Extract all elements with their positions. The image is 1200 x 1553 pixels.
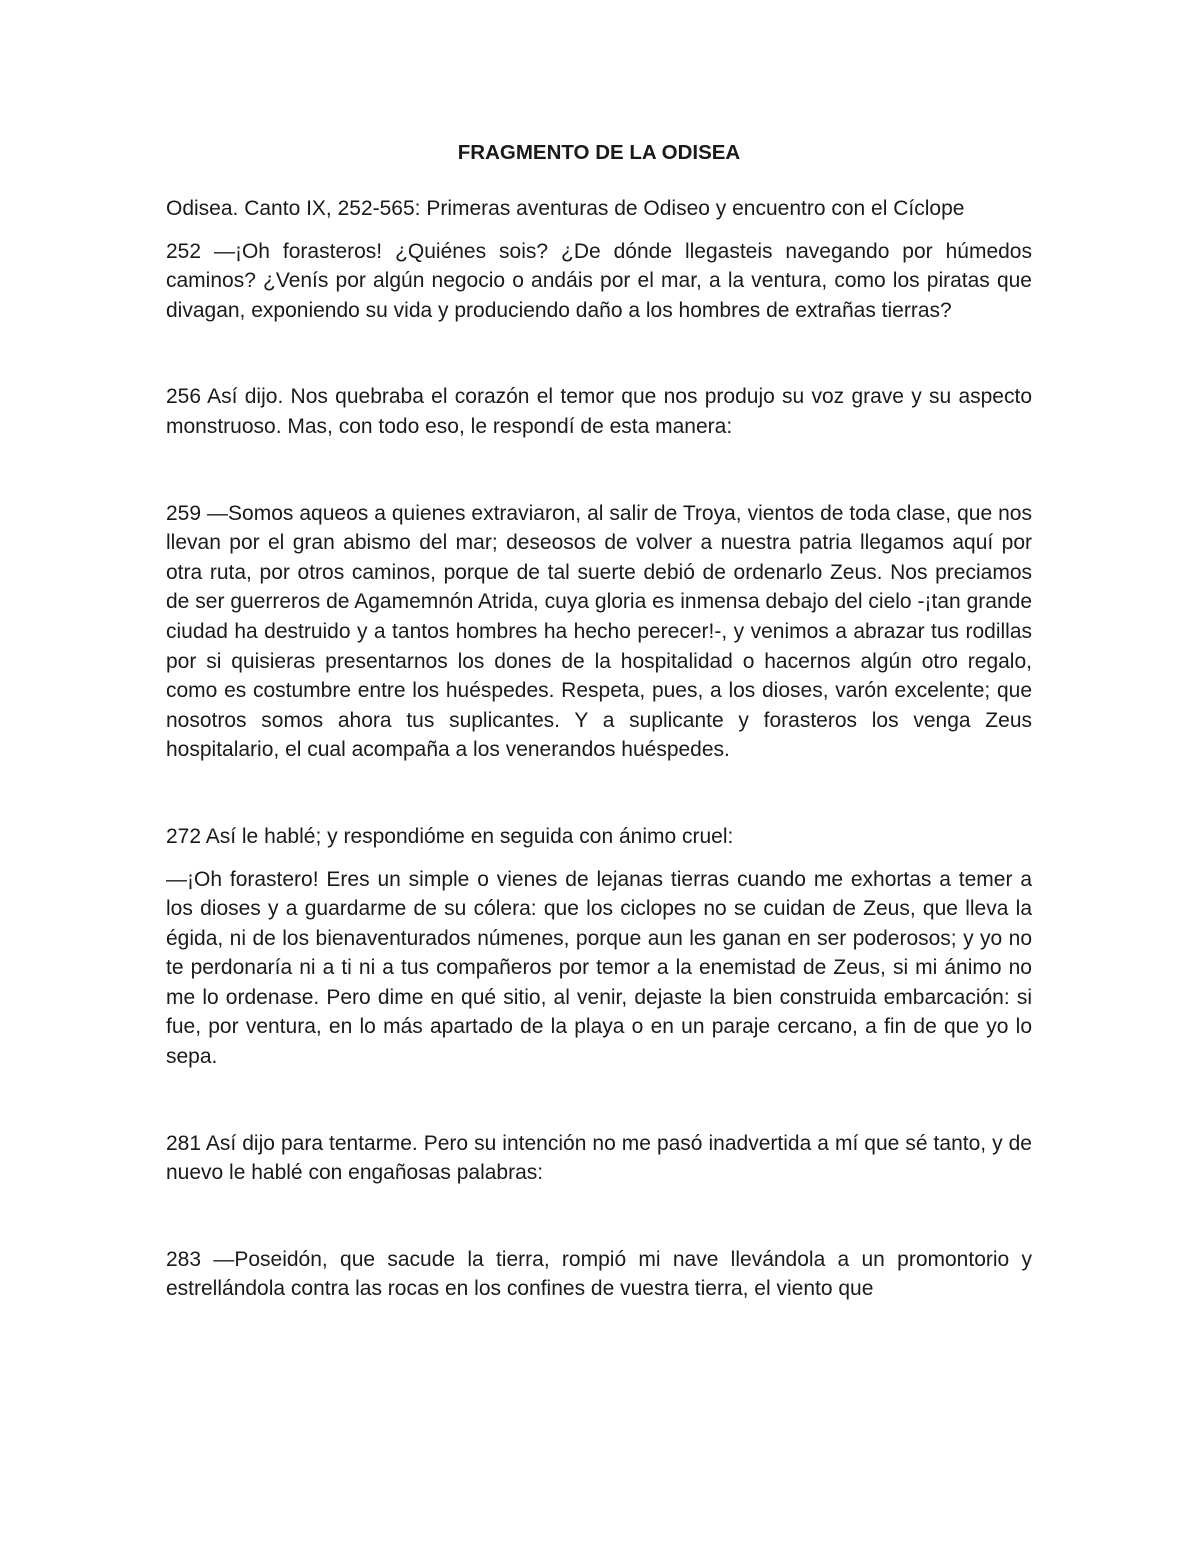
paragraph-259: 259 —Somos aqueos a quienes extraviaron, al salir de Troya, vientos de toda clase, que nos llevan por el gran abismo del mar; deseosos de volver a nuestra patria llegamos aquí por otra ruta, por otros caminos, porque de tal suerte debió de ordenarlo Zeus. Nos preciamos de ser guerreros de Agamemnón Atrida, cuya gloria es inmensa debajo del cielo -¡tan grande ciudad ha destruido y a tantos hombres ha hecho perecer!-, y venimos a abrazar tus rodillas por si quisieras presentarnos los dones de la hospitalidad o hacernos algún otro regalo, como es costumbre entre los huéspedes. Respeta, pues, a los dioses, varón excelente; que nosotros somos ahora tus suplicantes. Y a suplicante y forasteros los venga Zeus hospitalario, el cual acompaña a los venerandos huéspedes.: [166, 501, 1032, 762]
paragraph-cyclops-reply: —¡Oh forastero! Eres un simple o vienes de lejanas tierras cuando me exhortas a temer a los dioses y a guardarme de su cólera: que los ciclopes no se cuidan de Zeus, que lleva la égida, ni de los bienaventurados númenes, porque aun les ganan en ser poderosos; y yo no te perdonaría ni a ti ni a tus compañeros por temor a la enemistad de Zeus, si mi ánimo no me lo ordenase. Pero dime en qué sitio, al venir, dejaste la bien construida embarcación: si fue, por ventura, en lo más apartado de la playa o en un paraje cercano, a fin de que yo lo sepa.: [166, 867, 1032, 1069]
paragraph-252: 252 —¡Oh forasteros! ¿Quiénes sois? ¿De dónde llegasteis navegando por húmedos caminos? ¿Venís por algún negocio o andáis por el mar, a la ventura, como los piratas que divagan, exponiendo su vida y produciendo daño a los hombres de extrañas tierras?: [166, 239, 1032, 322]
paragraph-272: 272 Así le hablé; y respondióme en seguida con ánimo cruel:: [166, 824, 734, 848]
document-page: [166, 138, 1032, 1304]
paragraph-intro: Odisea. Canto IX, 252-565: Primeras aventuras de Odiseo y encuentro con el Cíclope: [166, 197, 965, 220]
paragraph-256: 256 Así dijo. Nos quebraba el corazón el temor que nos produjo su voz grave y su aspecto monstruoso. Mas, con todo eso, le respondí de esta manera:: [166, 385, 1032, 438]
paragraph-281: 281 Así dijo para tentarme. Pero su intención no me pasó inadvertida a mí que sé tanto, y de nuevo le hablé con engañosas palabras:: [166, 1131, 1032, 1185]
paragraph-283: 283 —Poseidón, que sacude la tierra, rompió mi nave llevándola a un promontorio y estrellándola contra las rocas en los confines de vuestra tierra, el viento que: [166, 1247, 1032, 1301]
document-title: FRAGMENTO DE LA ODISEA: [457, 141, 741, 164]
